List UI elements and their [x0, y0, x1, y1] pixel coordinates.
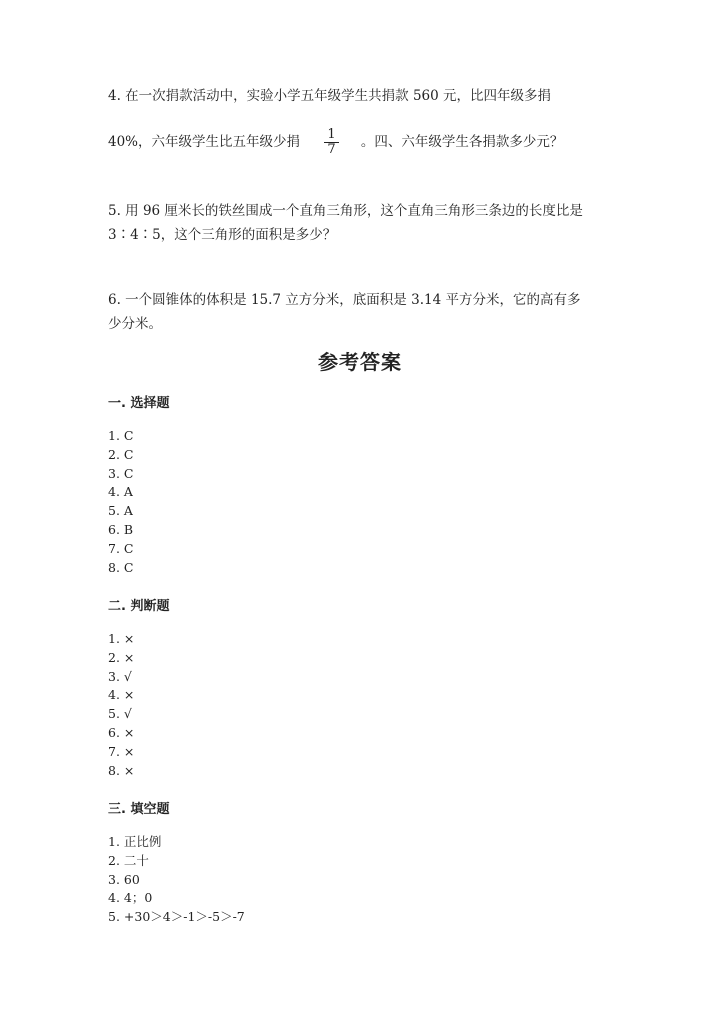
section-heading-fill-blank: 三. 填空题 [108, 802, 170, 817]
list-item: 4. 4；0 [108, 890, 153, 906]
question-6-line-2: 少分米。 [108, 316, 162, 332]
answer-list-judgment [108, 630, 134, 780]
list-item: 5. A [108, 503, 133, 519]
list-item: 6. B [108, 521, 134, 537]
question-5-line-1: 5. 用 96 厘米长的铁丝围成一个直角三角形，这个直角三角形三条边的长度比是 [108, 203, 583, 219]
list-item: 4. A [108, 484, 133, 500]
list-item: 8. C [108, 559, 134, 575]
section-heading-judgment: 二. 判断题 [108, 599, 170, 614]
question-4-text-before: 40%，六年级学生比五年级少捐 [108, 134, 301, 150]
list-item: 3. C [108, 465, 134, 481]
question-4 [108, 84, 618, 157]
fraction-denominator: 7 [324, 142, 338, 157]
answer-list-fill-blank [108, 833, 245, 927]
section-heading-choice: 一. 选择题 [108, 396, 170, 411]
list-item: 2. 二十 [108, 852, 149, 868]
list-item: 1. 正比例 [108, 834, 162, 849]
question-5-line-2: 3∶4∶5，这个三角形的面积是多少？ [108, 227, 337, 243]
list-item: 1. × [108, 631, 135, 646]
question-6 [108, 288, 618, 336]
list-item: 2. × [108, 649, 135, 665]
question-5 [108, 199, 618, 247]
list-item: 3. 60 [108, 871, 140, 887]
answer-list-choice [108, 427, 133, 577]
question-6-line-1: 6. 一个圆锥体的体积是 15.7 立方分米，底面积是 3.14 平方分米，它的高有多 [108, 292, 581, 308]
question-4-line-2 [108, 128, 618, 157]
list-item: 2. C [108, 446, 134, 462]
list-item: 1. C [108, 428, 134, 443]
list-item: 7. C [108, 540, 134, 556]
question-4-text-after: 。四、六年级学生各捐款多少元？ [360, 134, 564, 150]
list-item: 4. × [108, 687, 135, 703]
answer-title: 参考答案 [318, 350, 402, 374]
list-item: 5. √ [108, 706, 132, 722]
fraction-numerator: 1 [327, 127, 336, 142]
question-4-line-1: 4. 在一次捐款活动中，实验小学五年级学生共捐款 560 元，比四年级多捐 [108, 88, 552, 104]
list-item: 7. × [108, 743, 135, 759]
list-item: 8. × [108, 762, 135, 778]
list-item: 3. √ [108, 668, 132, 684]
fraction [324, 128, 338, 157]
list-item: 6. × [108, 724, 135, 740]
list-item: 5. +30＞4＞-1＞-5＞-7 [108, 909, 245, 925]
